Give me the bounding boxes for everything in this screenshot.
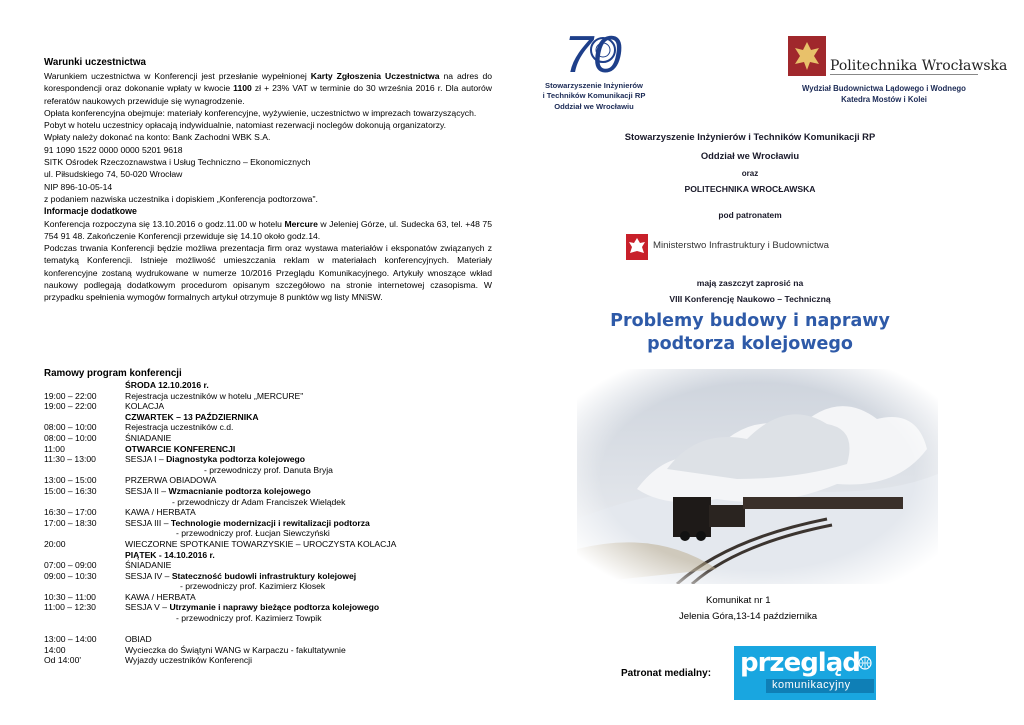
program-item: - przewodniczy prof. Danuta Bryja xyxy=(204,464,333,475)
program-row xyxy=(44,645,504,656)
program-item: WIECZORNE SPOTKANIE TOWARZYSKIE – UROCZYSTA KOLACJA xyxy=(125,538,397,549)
program-item: - przewodniczy dr Adam Franciszek Wielądek xyxy=(172,496,346,507)
conference-name: VIII Konferencję Naukowo – Techniczną xyxy=(669,294,831,304)
program-item: ŚRODA 12.10.2016 r. xyxy=(125,380,209,390)
program-row xyxy=(44,528,504,539)
program-time: 11:00 xyxy=(44,443,65,454)
ministry-logo xyxy=(626,232,866,262)
sitk-name xyxy=(524,81,664,112)
program-row xyxy=(44,454,504,465)
pwr-name: Politechnika Wrocławska xyxy=(830,58,1008,74)
program-row xyxy=(44,624,504,635)
program-time: 16:30 – 17:00 xyxy=(44,507,97,518)
sitk-name-line1: Stowarzyszenie Inżynierów xyxy=(545,81,643,90)
program-row xyxy=(44,571,504,582)
program-row xyxy=(44,539,504,550)
pwr-emblem-icon xyxy=(788,36,826,76)
left-column xyxy=(44,56,492,304)
info-paragraph-2: Podczas trwania Konferencji będzie możliwa prezentacja firm oraz wystawa materiałów i eksponatów związanych z tematyką Konferencji. Istnieje możliwość umieszczania reklam w materiałach konferencyjnych. Materiały konferencyjne zostaną wydrukowane w numerze 10/2016 Przeglądu Komunikacyjnego. Artykuły wnoszące wkład naukowy podlegają dodatkowym procedurom opisanym szczegółowo na stronie internetowej czasopisma. W przypadku spełnienia wymogów formalnych artykuł otrzymuje 8 punktów wg listy MNiSW. xyxy=(44,243,492,303)
program-row xyxy=(44,613,504,624)
org-line-1: Stowarzyszenie Inżynierów i Techników Komunikacji RP xyxy=(624,131,876,142)
payment-nip: NIP 896-10-05-14 xyxy=(44,181,113,192)
program-item: Rejestracja uczestników w hotelu „MERCURE" xyxy=(125,390,304,401)
sitk-name-line3: Oddział we Wrocławiu xyxy=(554,101,634,111)
info-text-a: Konferencja rozpoczyna się 13.10.2016 o godz.11.00 w hotelu xyxy=(44,218,285,229)
program-item: Wyjazdy uczestników Konferencji xyxy=(125,655,252,666)
fee-includes: Opłata konferencyjna obejmuje: materiały konferencyjne, wyżywienie, uczestnictwo w imprezach towarzyszących. xyxy=(44,107,477,118)
conditions-form-name: Karty Zgłoszenia Uczestnictwa xyxy=(310,71,440,81)
program-item: SESJA IV – Stateczność budowli infrastruktury kolejowej xyxy=(125,570,357,581)
program-item: KOLACJA xyxy=(125,401,165,412)
program-time: 11:30 – 13:00 xyxy=(44,454,96,465)
program-row xyxy=(44,380,504,391)
program-item: KAWA / HERBATA xyxy=(125,507,196,518)
program-heading: Ramowy program konferencji xyxy=(44,368,182,379)
title-line2: podtorza kolejowego xyxy=(647,334,853,354)
program-row xyxy=(44,422,504,433)
program-row xyxy=(44,581,504,592)
program-item: - przewodniczy prof. Kazimierz Kłosek xyxy=(180,581,326,592)
program-row xyxy=(44,634,504,645)
conditions-text-e: zł + 23% VAT w terminie do 30 września 2016 r. Dla autorów referatów naukowych przewiduje się wynagrodzenie. xyxy=(44,83,492,106)
sitk-logo-number: 70 xyxy=(564,26,622,82)
steam-train-photo xyxy=(577,369,938,584)
info-hotel: Mercure xyxy=(284,218,318,229)
program-item: OBIAD xyxy=(125,634,152,645)
program-item: Rejestracja uczestników c.d. xyxy=(125,422,234,433)
payment-address: ul. Piłsudskiego 74, 50-020 Wrocław xyxy=(44,169,183,180)
program-time: 14:00 xyxy=(44,644,66,655)
program-item: ŚNIADANIE xyxy=(125,560,172,571)
patronage-label: pod patronatem xyxy=(718,210,782,220)
payment-note: z podaniem nazwiska uczestnika i dopiskiem „Konferencja podtorzowa". xyxy=(44,193,318,204)
program-time: 13:00 – 14:00 xyxy=(44,634,97,645)
program-row xyxy=(44,412,504,423)
program-time: 08:00 – 10:00 xyxy=(44,432,97,443)
conditions-text-c: na adres do korespondencji oraz dokonanie wpłaty w kwocie xyxy=(44,71,493,94)
przeglad-logo-word2: komunikacyjny xyxy=(772,679,851,691)
info-text-c: w Jeleniej Górze, ul. Sudecka 63, tel. +48 75 754 91 48. Zakończenie Konferencji przewiduje się 14.10 około godz.14. xyxy=(44,218,492,241)
program-item: KAWA / HERBATA xyxy=(125,591,196,602)
sitk-name-line2: i Techników Komunikacji RP xyxy=(542,91,646,101)
przeglad-komunikacyjny-logo xyxy=(734,646,876,700)
program-item: Wycieczka do Świątyni WANG w Karpaczu - fakultatywnie xyxy=(125,644,346,655)
org-line-2: Oddział we Wrocławiu xyxy=(700,150,800,161)
pwr-underline xyxy=(830,74,978,75)
program-item: SESJA I – Diagnostyka podtorza kolejowego xyxy=(125,454,306,465)
pwr-dept-line1: Wydział Budownictwa Lądowego i Wodnego xyxy=(802,84,966,93)
program-time: 17:00 – 18:30 xyxy=(44,517,97,528)
eagle-icon xyxy=(626,234,648,260)
program-time: 19:00 – 22:00 xyxy=(44,390,97,401)
hotel-info: Pobyt w hotelu uczestnicy opłacają indywidualnie, natomiast rezerwacji noclegów dokonują organizatorzy. xyxy=(44,120,447,131)
program-time: 11:00 – 12:30 xyxy=(44,602,96,613)
program-row xyxy=(44,391,504,402)
program-time: 13:00 – 15:00 xyxy=(44,475,97,486)
program-item: CZWARTEK – 13 PAŹDZIERNIKA xyxy=(125,411,259,422)
conditions-paragraph xyxy=(44,70,492,107)
program-row xyxy=(44,444,504,455)
program-item: ŚNIADANIE xyxy=(125,432,172,443)
program-row xyxy=(44,560,504,571)
program-row xyxy=(44,401,504,412)
conditions-fee: 1100 xyxy=(233,83,252,94)
program-item: SESJA V – Utrzymanie i naprawy bieżące podtorza kolejowego xyxy=(125,602,380,613)
program-row xyxy=(44,518,504,529)
program-time: 19:00 – 22:00 xyxy=(44,401,97,412)
pwr-dept-line2: Katedra Mostów i Kolei xyxy=(841,95,927,104)
program-item: - przewodniczy prof. Kazimierz Towpik xyxy=(176,613,322,624)
info-paragraph-1 xyxy=(44,218,492,243)
program-item: SESJA III – Technologie modernizacji i rewitalizacji podtorza xyxy=(125,517,370,528)
payment-recipient: SITK Ośrodek Rzeczoznawstwa i Usług Techniczno – Ekonomicznych xyxy=(44,157,311,168)
przeglad-logo-word1: przegląd xyxy=(740,648,860,678)
media-patron-label: Patronat medialny: xyxy=(621,668,712,679)
program-row xyxy=(44,486,504,497)
payment-bank: Wpłaty należy dokonać na konto: Bank Zachodni WBK S.A. xyxy=(44,132,271,143)
program-row xyxy=(44,497,504,508)
title-line1: Problemy budowy i naprawy xyxy=(610,311,890,331)
program-item: SESJA II – Wzmacnianie podtorza kolejowego xyxy=(125,485,311,496)
program-item: PRZERWA OBIADOWA xyxy=(125,475,217,486)
program-item: - przewodniczy prof. Łucjan Siewczyński xyxy=(176,528,330,539)
conditions-heading: Warunki uczestnictwa xyxy=(44,57,146,68)
program-row xyxy=(44,592,504,603)
program-time: 07:00 – 09:00 xyxy=(44,560,97,571)
conditions-text-a: Warunkiem uczestnictwa w Konferencji jest przesłanie wypełnionej xyxy=(44,71,311,81)
invite-line: mają zaszczyt zaprosić na xyxy=(696,278,804,288)
program-row xyxy=(44,550,504,561)
program-time: 10:30 – 11:00 xyxy=(44,591,96,602)
program-time: 15:00 – 16:30 xyxy=(44,485,97,496)
program-time: 09:00 – 10:30 xyxy=(44,570,97,581)
program-row xyxy=(44,465,504,476)
program-row xyxy=(44,655,504,666)
program-row xyxy=(44,507,504,518)
program-item: PIĄTEK - 14.10.2016 r. xyxy=(125,549,215,560)
program-time: 08:00 – 10:00 xyxy=(44,422,97,433)
ministry-name: Ministerstwo Infrastruktury i Budownictwa xyxy=(653,240,829,251)
sitk-70-logo xyxy=(556,22,628,82)
program-row xyxy=(44,433,504,444)
org-line-3: POLITECHNIKA WROCŁAWSKA xyxy=(684,184,816,194)
bulletin-number: Komunikat nr 1 xyxy=(706,595,771,606)
program-item: OTWARCIE KONFERENCJI xyxy=(125,443,236,454)
program-schedule xyxy=(44,380,504,666)
program-time: Od 14:00' xyxy=(44,655,81,666)
place-date: Jelenia Góra,13-14 października xyxy=(679,611,818,622)
info-heading: Informacje dodatkowe xyxy=(44,206,137,217)
globe-icon xyxy=(858,656,872,670)
org-oraz: oraz xyxy=(741,169,759,178)
conference-title xyxy=(560,310,940,356)
payment-account: 91 1090 1522 0000 0000 5201 9618 xyxy=(44,144,183,155)
program-time: 20:00 xyxy=(44,538,66,549)
program-row xyxy=(44,475,504,486)
pwr-department xyxy=(786,83,982,105)
program-row xyxy=(44,602,504,613)
